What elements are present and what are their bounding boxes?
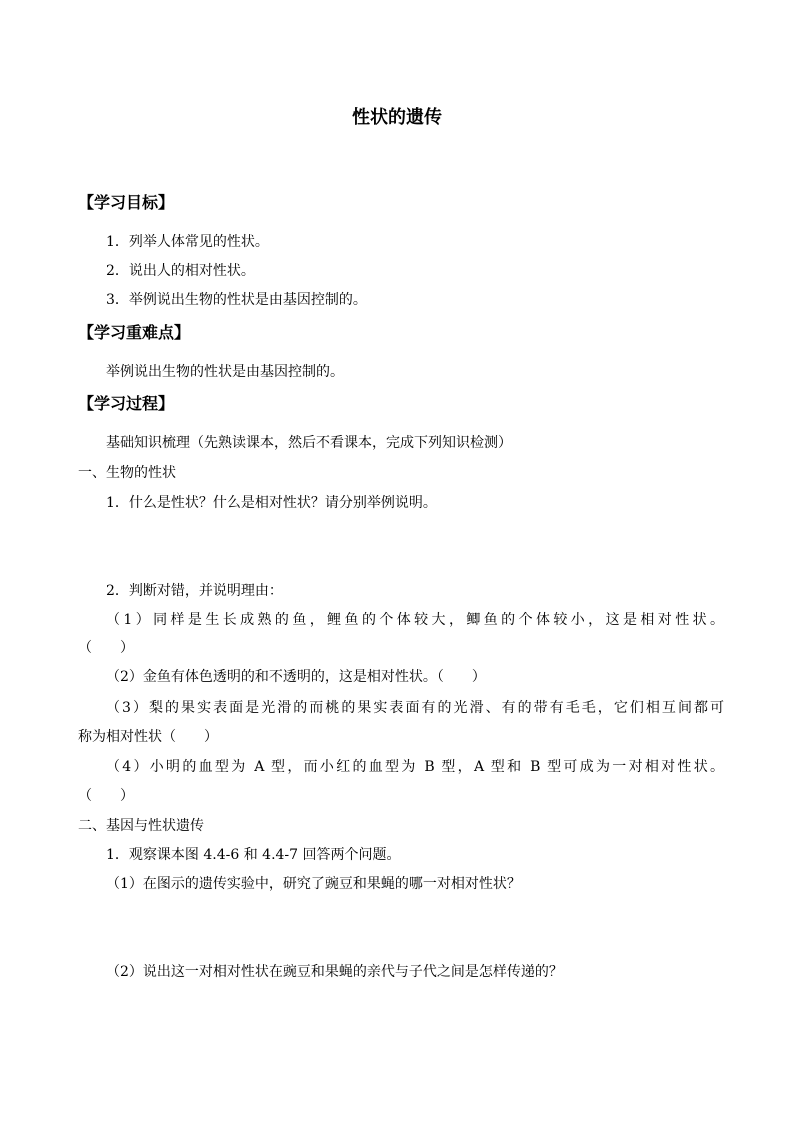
judge-item-1-line-1: （1）同样是生长成熟的鱼，鲤鱼的个体较大，鲫鱼的个体较小，这是相对性状。	[106, 612, 724, 628]
key-points-text: 举例说出生物的性状是由基因控制的。	[106, 364, 344, 380]
judge-item-4-line-1: （4）小明的血型为 A 型，而小红的血型为 B 型，A 型和 B 型可成为一对相对性状。	[106, 759, 724, 775]
part2-question-1: 1．观察课本图 4.4-6 和 4.4-7 回答两个问题。	[106, 847, 401, 863]
part1-question-2: 2．判断对错，并说明理由：	[106, 583, 283, 599]
part2-heading: 二、基因与性状遗传	[78, 818, 204, 834]
part1-heading: 一、生物的性状	[78, 465, 176, 481]
key-points-heading: 【学习重难点】	[78, 323, 191, 342]
judge-item-3-line-2: 称为相对性状（ ）	[78, 729, 218, 745]
document-title: 性状的遗传	[352, 107, 442, 128]
judge-item-1-blank: （ ）	[78, 640, 134, 656]
judge-item-2: （2）金鱼有体色透明的和不透明的，这是相对性状。（ ）	[106, 669, 486, 685]
part2-question-1-2: （2）说出这一对相对性状在豌豆和果蝇的亲代与子代之间是怎样传递的？	[106, 964, 563, 980]
objective-item-1: 1．列举人体常见的性状。	[106, 234, 269, 250]
part1-question-1: 1．什么是性状？什么是相对性状？请分别举例说明。	[106, 495, 437, 511]
judge-item-3-line-1: （3）梨的果实表面是光滑的而桃的果实表面有的光滑、有的带有毛毛，它们相互间都可	[106, 700, 724, 716]
process-heading: 【学习过程】	[78, 394, 175, 413]
part2-question-1-1: （1）在图示的遗传实验中，研究了豌豆和果蝇的哪一对相对性状？	[106, 876, 521, 892]
objectives-heading: 【学习目标】	[78, 193, 175, 212]
judge-item-4-blank: （ ）	[78, 788, 134, 804]
process-intro: 基础知识梳理（先熟读课本，然后不看课本，完成下列知识检测）	[106, 435, 512, 451]
objective-item-2: 2．说出人的相对性状。	[106, 263, 255, 279]
objective-item-3: 3．举例说出生物的性状是由基因控制的。	[106, 292, 367, 308]
